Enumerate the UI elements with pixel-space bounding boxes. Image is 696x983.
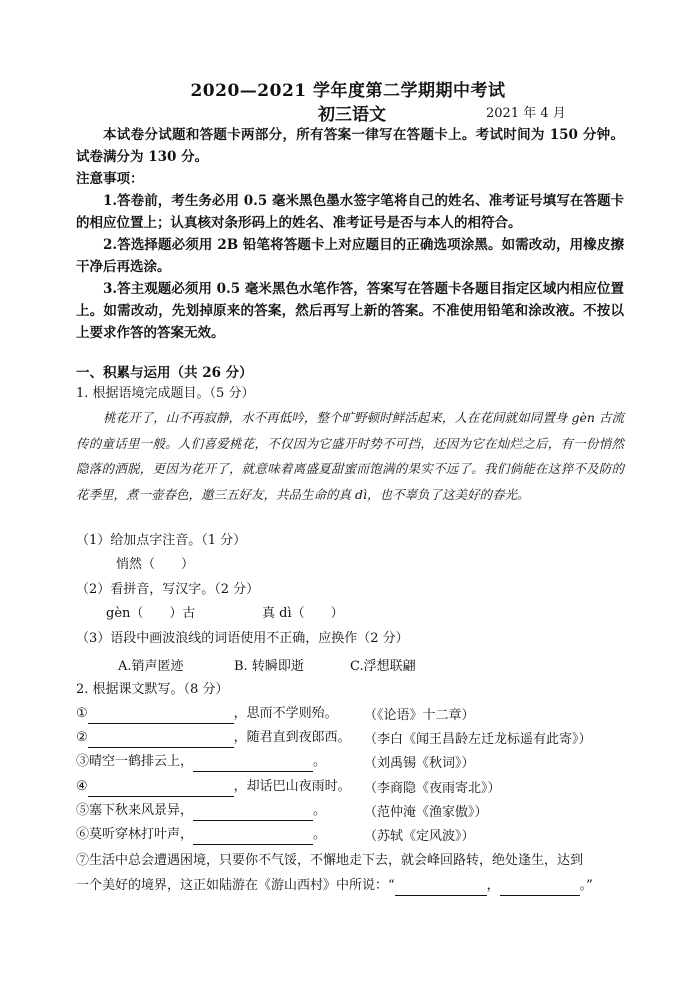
note-3: 3.答主观题必须用 0.5 毫米黑色水笔作答，答案写在答题卡各题目指定区域内相应位置上。如需改动，先划掉原来的答案，然后再写上新的答案。不准使用铅笔和涂改液。不按以上要求作答的答案无效。 — [76, 281, 624, 341]
sub-question-3: （3）语段中画波浪线的词语使用不正确，应换作（2 分） — [76, 631, 409, 646]
dictation-item-5: ⑤塞下秋来风景异， 。 — [76, 801, 326, 821]
dictation-source-6: （苏轼《定风波》） — [364, 829, 475, 844]
answer-blank[interactable] — [193, 829, 313, 845]
note-2: 2.答选择题必须用 2B 铅笔将答题卡上对应题目的正确选项涂黑。如需改动，用橡皮擦干净后再选涂。 — [76, 237, 624, 275]
dictation-item-7-line1: ⑦生活中总会遭遇困境，只要你不气馁，不懈地走下去，就会峰回路转，绝处逢生，达到 — [76, 853, 584, 868]
dictation-item-6: ⑥莫听穿林打叶声， 。 — [76, 825, 326, 845]
answer-blank[interactable] — [395, 880, 487, 896]
dictation-source-5: （范仲淹《渔家傲》） — [364, 805, 488, 820]
sub-question-2: （2）看拼音，写汉字。（2 分） — [76, 582, 260, 597]
question-2-stem: 2. 根据课文默写。（8 分） — [76, 682, 229, 697]
reading-passage: 桃花开了，山不再寂静，水不再低吟，整个旷野顿时鲜活起来，人在花间就如同置身 gèn 古流传的童话里一般。人们喜爱桃花，不仅因为它盛开时势不可挡，还因为它在灿烂之后，有一份悄然隐落的洒脱，更因为花开了，就意味着离盛夏甜蜜而饱满的果实不远了。我们倘能在这猝不及防的花季里，煮一壶春色，邀三五好友，共品生命的真 dì，也不辜负了这美好的春光。 — [76, 410, 624, 502]
sub-question-1-answer: 悄然（ ） — [116, 557, 195, 572]
exam-title: 2020—2021 学年度第二学期期中考试 — [190, 81, 506, 101]
answer-blank[interactable] — [88, 781, 234, 797]
dictation-item-7-line2: 一个美好的境界，这正如陆游在《游山西村》中所说：“ ， 。” — [76, 876, 593, 896]
notes-title: 注意事项： — [76, 171, 144, 187]
exam-subject: 初三语文 — [318, 105, 386, 125]
dictation-item-1: ① ，思而不学则殆。 — [76, 704, 338, 724]
dictation-source-1: （《论语》十二章） — [364, 708, 475, 723]
answer-blank[interactable] — [193, 756, 313, 772]
section-heading: 一、积累与运用（共 26 分） — [76, 365, 253, 381]
dictation-item-2: ② ，随君直到夜郎西。 — [76, 728, 351, 748]
sub-question-1: （1）给加点字注音。（1 分） — [76, 533, 247, 548]
sub-question-2-b: 真 dì（ ） — [262, 606, 344, 621]
dictation-item-4: ④ ，却话巴山夜雨时。 — [76, 777, 351, 797]
answer-blank[interactable] — [500, 880, 580, 896]
dictation-source-3: （刘禹锡《秋词》） — [364, 756, 475, 771]
answer-blank[interactable] — [88, 708, 234, 724]
option-b: B. 转瞬即逝 — [234, 659, 304, 674]
sub-question-2-a: gèn（ ）古 — [106, 606, 196, 621]
answer-blank[interactable] — [193, 805, 313, 821]
answer-blank[interactable] — [88, 732, 234, 748]
question-1-stem: 1. 根据语境完成题目。（5 分） — [76, 386, 255, 401]
exam-description: 本试卷分试题和答题卡两部分，所有答案一律写在答题卡上。考试时间为 150 分钟。试卷满分为 130 分。 — [76, 127, 624, 165]
option-c: C.浮想联翩 — [350, 659, 416, 674]
dictation-source-4: （李商隐《夜雨寄北》） — [364, 781, 501, 796]
option-a: A.销声匿迹 — [118, 659, 184, 674]
exam-date: 2021 年 4 月 — [486, 106, 566, 121]
dictation-source-2: （李白《闻王昌龄左迁龙标遥有此寄》） — [364, 732, 592, 747]
note-1: 1.答卷前，考生务必用 0.5 毫米黑色墨水签字笔将自己的姓名、准考证号填写在答题卡的相应位置上；认真核对条形码上的姓名、准考证号是否与本人的相符合。 — [76, 193, 624, 231]
dictation-item-3: ③晴空一鹤排云上， 。 — [76, 752, 326, 772]
